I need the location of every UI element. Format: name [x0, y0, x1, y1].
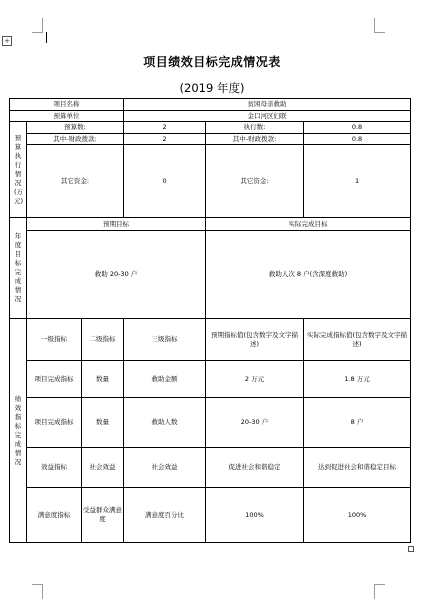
crop-mark-top-left [32, 18, 43, 33]
indicator-l3[interactable]: 救助金额 [124, 361, 206, 398]
indicator-expected[interactable]: 促进社会和谐稳定 [206, 448, 304, 488]
indicator-l2[interactable]: 受益群众满意度 [82, 488, 124, 543]
project-name-value[interactable]: 贫困母亲救助 [124, 99, 411, 111]
table-row [10, 398, 411, 448]
budget-side-label [10, 122, 27, 218]
header-expected: 预期指标值(包含数字及文字描述) [206, 319, 304, 361]
expected-goal-value[interactable]: 救助 20-30 户 [27, 231, 206, 319]
performance-table [9, 98, 411, 543]
indicator-l1[interactable]: 满意度指标 [27, 488, 82, 543]
table-resize-handle-icon[interactable] [408, 546, 414, 552]
indicator-actual[interactable]: 1.8 万元 [304, 361, 411, 398]
budget-side-text: 预算执行情况(万元) [14, 133, 24, 205]
table-row [10, 448, 411, 488]
performance-side-text: 绩效指标完成情况 [14, 394, 22, 466]
indicator-l1[interactable]: 项目完成指标 [27, 361, 82, 398]
actual-goal-label: 实际完成目标 [206, 218, 411, 231]
crop-mark-top-right [374, 18, 385, 33]
fiscal-value[interactable]: 2 [124, 134, 206, 145]
page-subtitle: (2019 年度) [179, 81, 245, 95]
annual-side-label [10, 218, 27, 319]
indicator-actual[interactable]: 8 户 [304, 398, 411, 448]
indicator-l3[interactable]: 救助人数 [124, 398, 206, 448]
indicator-l1[interactable]: 效益指标 [27, 448, 82, 488]
budget-amount-label: 预算数: [27, 122, 124, 134]
indicator-actual[interactable]: 100% [304, 488, 411, 543]
indicator-actual[interactable]: 达到促进社会和谐稳定目标 [304, 448, 411, 488]
indicator-l2[interactable]: 数量 [82, 398, 124, 448]
table-move-handle-icon[interactable]: + [2, 36, 12, 46]
indicator-expected[interactable]: 2 万元 [206, 361, 304, 398]
table-row [10, 361, 411, 398]
exec-amount-label: 执行数: [206, 122, 304, 134]
fiscal-label: 其中-财政拨款: [27, 134, 124, 145]
indicator-expected[interactable]: 20-30 户 [206, 398, 304, 448]
budget-unit-label: 预算单位 [10, 111, 124, 122]
expected-goal-label: 预期目标 [27, 218, 206, 231]
indicator-l1[interactable]: 项目完成指标 [27, 398, 82, 448]
other-exec-label: 其它资金: [206, 145, 304, 218]
header-level1: 一级指标 [27, 319, 82, 361]
other-exec-value[interactable]: 1 [304, 145, 411, 218]
annual-side-text: 年度目标完成情况 [14, 232, 22, 303]
project-name-label: 项目名称 [10, 99, 124, 111]
crop-mark-bottom-right [374, 584, 385, 599]
actual-goal-value[interactable]: 救助人次 8 户(含深度救助) [206, 231, 411, 319]
table-row [10, 488, 411, 543]
other-funds-label: 其它资金: [27, 145, 124, 218]
page-title: 项目绩效目标完成情况表 [143, 55, 281, 69]
text-cursor [46, 32, 47, 43]
fiscal-exec-label: 其中-财政拨款: [206, 134, 304, 145]
fiscal-exec-value[interactable]: 0.8 [304, 134, 411, 145]
indicator-expected[interactable]: 100% [206, 488, 304, 543]
indicator-l2[interactable]: 社会效益 [82, 448, 124, 488]
exec-amount-value[interactable]: 0.8 [304, 122, 411, 134]
header-level2: 二级指标 [82, 319, 124, 361]
other-funds-value[interactable]: 0 [124, 145, 206, 218]
indicator-l3[interactable]: 满意度百分比 [124, 488, 206, 543]
crop-mark-bottom-left [32, 584, 43, 599]
performance-side-label [10, 319, 27, 543]
header-actual: 实际完成指标值(包含数字及文字描述) [304, 319, 411, 361]
indicator-l2[interactable]: 数量 [82, 361, 124, 398]
budget-unit-value[interactable]: 金口河区妇联 [124, 111, 411, 122]
header-level3: 三级指标 [124, 319, 206, 361]
indicator-l3[interactable]: 社会效益 [124, 448, 206, 488]
budget-amount-value[interactable]: 2 [124, 122, 206, 134]
